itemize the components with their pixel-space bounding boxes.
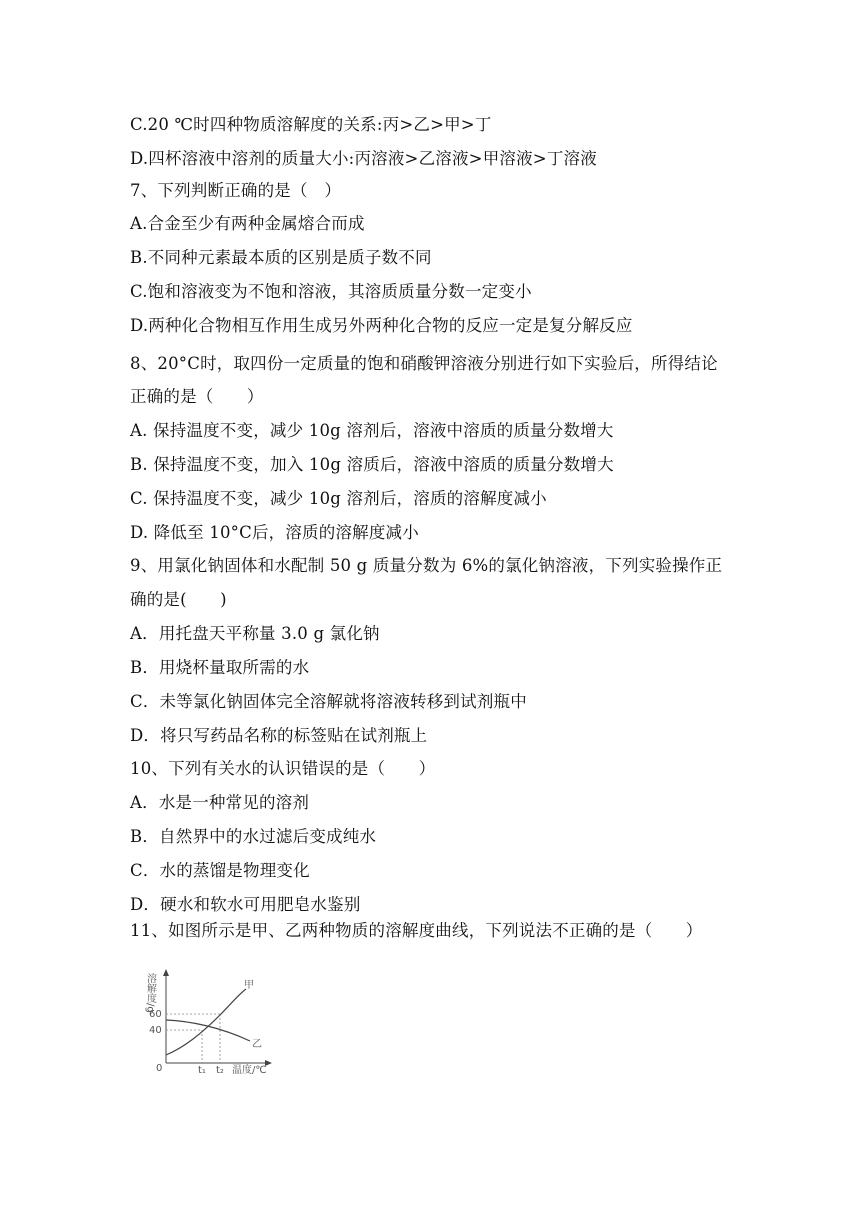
text-line: D.四杯溶液中溶剂的质量大小:丙溶液>乙溶液>甲溶液>丁溶液 [130,149,597,168]
question-11: 11、如图所示是甲、乙两种物质的溶解度曲线，下列说法不正确的是（ ） [130,921,703,940]
x-axis-label: 温度/℃ [232,1065,267,1075]
x-tick-t2: t₂ [216,1065,224,1075]
option-7b: B.不同种元素最本质的区别是质子数不同 [130,248,432,267]
solubility-curve-figure [140,955,280,1075]
question-9: 9、用氯化钠固体和水配制 50 g 质量分数为 6%的氯化钠溶液，下列实验操作正 [130,556,723,575]
option-10d: D．硬水和软水可用肥皂水鉴别 [130,895,361,914]
option-9a: A．用托盘天平称量 3.0 g 氯化钠 [130,624,380,643]
origin-label: 0 [156,1063,163,1074]
option-7d: D.两种化合物相互作用生成另外两种化合物的反应一定是复分解反应 [130,316,633,335]
option-9b: B．用烧杯量取所需的水 [130,658,310,677]
y-tick-60: 60 [149,1009,162,1020]
text-line: C.20 ℃时四种物质溶解度的关系:丙>乙>甲>丁 [130,115,492,134]
question-8-cont: 正确的是（ ） [130,387,264,406]
option-7a: A.合金至少有两种金属熔合而成 [130,214,365,233]
question-8: 8、20°C时，取四份一定质量的饱和硝酸钾溶液分别进行如下实验后，所得结论 [130,354,718,373]
y-tick-40: 40 [149,1025,162,1036]
option-10c: C．水的蒸馏是物理变化 [130,861,310,880]
option-7c: C.饱和溶液变为不饱和溶液，其溶质质量分数一定变小 [130,282,532,301]
option-10a: A．水是一种常见的溶剂 [130,793,310,812]
question-9-cont: 确的是( ) [130,590,227,609]
option-8d: D. 降低至 10°C后，溶质的溶解度减小 [130,523,419,542]
option-8b: B. 保持温度不变，加入 10g 溶质后，溶液中溶质的质量分数增大 [130,455,614,474]
label-yi: 乙 [252,1039,262,1050]
x-tick-t1: t₁ [198,1065,206,1075]
question-7: 7、下列判断正确的是（ ） [130,181,342,200]
option-8c: C. 保持温度不变，减少 10g 溶剂后，溶质的溶解度减小 [130,489,547,508]
option-9c: C．未等氯化钠固体完全溶解就将溶液转移到试剂瓶中 [130,692,527,711]
label-jia: 甲 [244,980,254,991]
option-10b: B．自然界中的水过滤后变成纯水 [130,827,377,846]
y-axis-label: 溶解度/g [144,973,156,1013]
curve-yi [166,1020,250,1041]
option-8a: A. 保持温度不变，减少 10g 溶剂后，溶液中溶质的质量分数增大 [130,421,614,440]
y-axis-arrow [163,969,169,976]
curve-jia [166,989,246,1055]
question-10: 10、下列有关水的认识错误的是（ ） [130,759,436,778]
option-9d: D．将只写药品名称的标签贴在试剂瓶上 [130,726,428,745]
